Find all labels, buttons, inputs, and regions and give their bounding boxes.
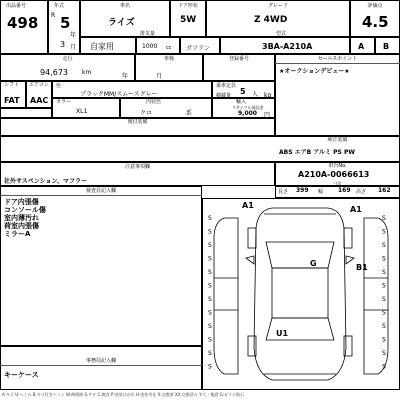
width-label: 幅 — [318, 189, 324, 195]
s-mark: S — [208, 269, 212, 276]
displacement-value: 1000 — [142, 43, 158, 50]
shift-value: FAT — [4, 96, 20, 105]
mileage-unit: km — [82, 69, 92, 76]
damage-mark-g: G — [310, 259, 317, 268]
interior-value: クロ — [140, 110, 153, 117]
grade-value: Z 4WD — [254, 15, 288, 25]
height-label: 高さ — [356, 189, 367, 195]
notes-value: 社外サスペンション、マフラー — [4, 178, 88, 185]
s-mark: S — [208, 215, 212, 222]
s-mark: S — [208, 242, 212, 249]
capacity-label: 乗車定員 — [216, 83, 237, 89]
car-name-value: ライズ — [108, 18, 135, 28]
s-mark: S — [208, 296, 212, 303]
office-label: 事務局記入欄 — [85, 358, 116, 364]
s-mark: S — [208, 309, 212, 317]
chassis-value: A210A-0066613 — [298, 170, 370, 179]
length-label: 長さ — [278, 189, 289, 195]
recycle-unit: 円 — [264, 112, 271, 119]
s-mark: S — [382, 215, 386, 222]
s-mark: S — [208, 363, 212, 371]
ext-score-value: B — [383, 42, 390, 51]
equipment-value: ABS エアB アルミ PS PW — [279, 149, 355, 156]
equipment-label: 純正装備 — [327, 137, 348, 143]
capacity-value: 5 — [240, 87, 246, 96]
seller-point-text: ★オークションデビュー★ — [279, 68, 350, 75]
recycle-value: 9,000 — [238, 110, 257, 117]
interior-cell — [120, 98, 212, 118]
registration-label: 登録番号 — [228, 56, 249, 62]
s-mark: S — [208, 228, 212, 236]
s-mark: S — [208, 336, 212, 344]
lot-no-value: 498 — [7, 14, 39, 32]
damage-mark-a1-right: A1 — [350, 205, 362, 214]
grade-label: グレード — [267, 3, 288, 9]
inspection-label: 車検 — [163, 56, 174, 62]
rear-equipment-label: 後付装備 — [127, 119, 148, 125]
s-mark: S — [208, 323, 212, 330]
s-mark: S — [382, 350, 386, 357]
inspector-notes-list — [4, 198, 46, 238]
fuel-value: ガソリン — [186, 45, 211, 52]
interior-label: 内装色 — [146, 99, 162, 105]
score-label: 評価点 — [367, 3, 383, 9]
model-code-label: 型式 — [276, 31, 287, 37]
inspector-note: コンソール傷 — [4, 206, 46, 214]
s-mark: S — [382, 336, 386, 344]
s-mark: S — [382, 309, 386, 317]
import-label: 輸入 — [236, 99, 247, 105]
office-value: キーケース — [4, 371, 39, 379]
load-unit: kg — [264, 92, 272, 99]
lot-no-label: 出品番号 — [6, 3, 27, 9]
s-mark: S — [208, 255, 212, 263]
reg-type-value: 自家用 — [90, 42, 114, 51]
capacity-unit: 人 — [252, 91, 259, 98]
s-mark: S — [382, 296, 386, 303]
shift-label: シフト — [4, 82, 20, 88]
model-code-value: 3BA-A210A — [262, 42, 313, 51]
color-value: ブラックMM/スムースグレー — [80, 91, 158, 98]
s-mark: S — [208, 350, 212, 357]
recycle-label: リサイクル預託金 — [232, 105, 264, 110]
interior-suffix: 系 — [186, 110, 193, 117]
inspector-divider — [0, 195, 202, 196]
s-mark: S — [382, 323, 386, 330]
month-suffix: 月 — [70, 44, 77, 51]
wheel-fr — [344, 228, 352, 248]
displacement-label: 排気量 — [140, 31, 156, 37]
inspector-note: ミラーA — [4, 230, 31, 238]
s-mark: S — [382, 228, 386, 236]
inspection-month-unit: 月 — [156, 73, 163, 80]
int-score-value: A — [358, 42, 365, 51]
aircon-label: エアコン — [29, 82, 49, 88]
year-era: R — [51, 12, 56, 19]
doors-label: ドア形状 — [178, 3, 198, 9]
score-value: 4.5 — [362, 13, 389, 31]
left-side-outline — [214, 218, 238, 374]
mirror-left — [246, 256, 254, 264]
size-label: 寸法 — [333, 181, 342, 186]
damage-mark-b1: B1 — [356, 263, 368, 272]
month-value: 3 — [60, 40, 66, 49]
mileage-label: 走行 — [62, 56, 73, 62]
year-suffix: 年 — [70, 32, 77, 39]
aircon-value: AAC — [30, 96, 49, 105]
inspector-note: ドア内張傷 — [4, 198, 39, 206]
height-value: 162 — [378, 187, 391, 194]
chassis-label: 車台No. — [328, 163, 347, 169]
windshield — [266, 242, 334, 268]
roof — [272, 268, 328, 318]
damage-mark-a1-top: A1 — [242, 201, 254, 210]
s-mark: S — [382, 269, 386, 276]
year-label: 年式 — [54, 3, 65, 9]
footer-legend: A:キズ U:へこみ B:キズ付きヘコミ W:修理跡 S:サビ C:腐食 P:塗装はがれ H:塗装劣化 X:交換要 XX:交換済み Y:穴・亀裂 G:ガラス飛石 — [2, 392, 244, 397]
mileage-value: 94,673 — [40, 68, 68, 77]
seller-point-label: セールスポイント — [317, 56, 358, 62]
car-diagram — [202, 198, 400, 390]
load-label: 積載量 — [216, 93, 232, 99]
inspection-year-unit: 年 — [122, 73, 129, 80]
notes-label: 注意事項欄 — [124, 164, 150, 170]
seller-point-divider — [275, 63, 400, 64]
office-box — [0, 346, 202, 390]
inspector-label: 検査員記入欄 — [85, 188, 116, 194]
color-code-value: XL1 — [76, 108, 88, 115]
wheel-fl — [248, 228, 256, 248]
s-mark: S — [208, 282, 212, 290]
width-value: 169 — [338, 187, 351, 194]
body-outline — [254, 208, 346, 380]
color-label: 色 — [56, 83, 62, 89]
mirror-right — [346, 256, 354, 264]
inspector-note: 室内薄汚れ — [4, 214, 39, 222]
s-mark: S — [382, 282, 386, 290]
s-mark: S — [382, 255, 386, 263]
car-name-label: 車名 — [119, 3, 130, 9]
doors-value: 5W — [180, 15, 197, 25]
color-code-label: カラー — [56, 99, 72, 105]
damage-mark-u1: U1 — [276, 329, 289, 338]
inspector-note: 荷室内張傷 — [4, 222, 39, 230]
trim-cell — [0, 108, 52, 118]
s-mark: S — [382, 242, 386, 249]
year-value: 5 — [60, 14, 71, 32]
displacement-unit: cc — [166, 45, 172, 51]
length-value: 399 — [296, 187, 309, 194]
office-divider — [0, 365, 202, 366]
s-mark: S — [382, 363, 386, 371]
